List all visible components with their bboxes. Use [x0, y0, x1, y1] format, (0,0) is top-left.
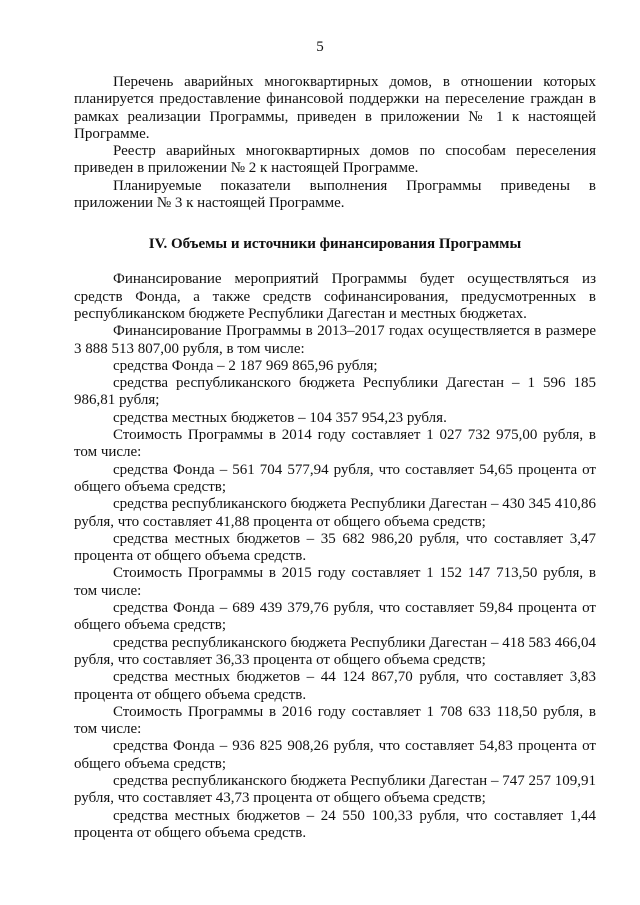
paragraph-appendix-1: Перечень аварийных многоквартирных домов, в отношении которых планируется предоставление финансовой поддержки на переселение граждан в рамках реализации Программы, приведен в приложении № 1 к настоящей Программе. — [74, 74, 596, 142]
paragraph-funding-sources: Финансирование мероприятий Программы будет осуществляться из средств Фонда, а также средств софинансирования, предусмотренных в республиканском бюджете Республики Дагестан и местных бюджетах. — [74, 271, 596, 322]
paragraph-2015-local: средства местных бюджетов – 44 124 867,70 рубля, что составляет 3,83 процента от общего объема средств. — [74, 669, 596, 703]
paragraph-2014-fund: средства Фонда – 561 704 577,94 рубля, что составляет 54,65 процента от общего объема средств; — [74, 461, 596, 495]
section-heading: IV. Объемы и источники финансирования Программы — [148, 236, 522, 253]
paragraph-2015-republic: средства республиканского бюджета Республики Дагестан – 418 583 466,04 рубля, что составляет 36,33 процента от общего объема средств; — [74, 634, 596, 668]
paragraph-2014-cost: Стоимость Программы в 2014 году составляет 1 027 732 975,00 рубля, в том числе: — [74, 427, 596, 461]
paragraph-2014-local: средства местных бюджетов – 35 682 986,20 рубля, что составляет 3,47 процента от общего объема средств. — [74, 530, 596, 565]
paragraph-2016-cost: Стоимость Программы в 2016 году составляет 1 708 633 118,50 рубля, в том числе: — [74, 703, 596, 738]
paragraph-2015-cost: Стоимость Программы в 2015 году составляет 1 152 147 713,50 рубля, в том числе: — [74, 565, 596, 599]
paragraph-2015-fund: средства Фонда – 689 439 379,76 рубля, что составляет 59,84 процента от общего объема средств; — [74, 600, 596, 634]
paragraph-2014-republic: средства республиканского бюджета Республики Дагестан – 430 345 410,86 рубля, что составляет 41,88 процента от общего объема средств; — [74, 496, 596, 530]
paragraph-appendix-2: Реестр аварийных многоквартирных домов по способам переселения приведен в приложении № 2 к настоящей Программе. — [74, 143, 596, 177]
paragraph-2016-fund: средства Фонда – 936 825 908,26 рубля, что составляет 54,83 процента от общего объема средств; — [74, 738, 596, 772]
paragraph-total-fund: средства Фонда – 2 187 969 865,96 рубля; — [113, 357, 378, 374]
paragraph-2016-republic: средства республиканского бюджета Республики Дагестан – 747 257 109,91 рубля, что составляет 43,73 процента от общего объема средств; — [74, 772, 596, 807]
page-number: 5 — [316, 39, 324, 55]
document-body — [74, 74, 596, 842]
paragraph-total-funding: Финансирование Программы в 2013–2017 годах осуществляется в размере 3 888 513 807,00 рубля, в том числе: — [74, 323, 596, 357]
paragraph-appendix-3: Планируемые показатели выполнения Программы приведены в приложении № 3 к настоящей Программе. — [74, 177, 596, 212]
paragraph-total-local: средства местных бюджетов – 104 357 954,23 рубля. — [113, 409, 447, 426]
paragraph-2016-local: средства местных бюджетов – 24 550 100,33 рубля, что составляет 1,44 процента от общего объема средств. — [74, 807, 596, 841]
paragraph-total-republic: средства республиканского бюджета Республики Дагестан – 1 596 185 986,81 рубля; — [74, 375, 596, 409]
